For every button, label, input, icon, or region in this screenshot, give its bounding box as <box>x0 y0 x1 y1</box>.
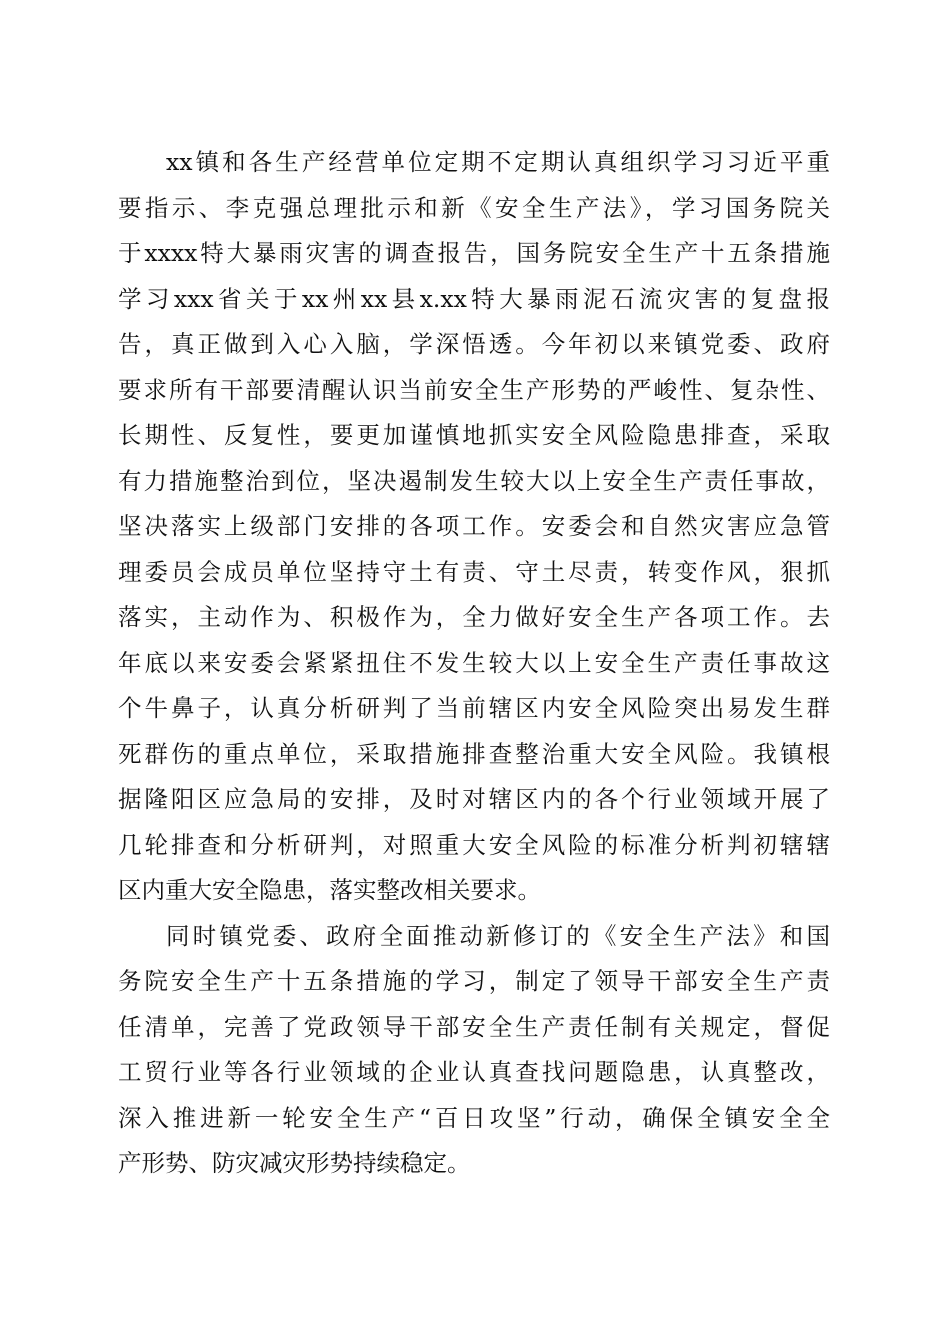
text-line: 务院安全生产十五条措施的学习，制定了领导干部安全生产责 <box>118 967 830 995</box>
text-line: 工贸行业等各行业领域的企业认真查找问题隐患，认真整改， <box>118 1058 830 1086</box>
text-line: 坚决落实上级部门安排的各项工作。安委会和自然灾害应急管 <box>118 512 830 540</box>
text-line: 于xxxx特大暴雨灾害的调查报告，国务院安全生产十五条措施 <box>118 239 830 267</box>
text-line: 个牛鼻子，认真分析研判了当前辖区内安全风险突出易发生群 <box>118 694 830 722</box>
text-line: 区内重大安全隐患，落实整改相关要求。 <box>118 876 541 904</box>
paragraph-2 <box>118 914 830 1187</box>
text-line: 有力措施整治到位，坚决遏制发生较大以上安全生产责任事故， <box>118 466 830 495</box>
text-line: 据隆阳区应急局的安排，及时对辖区内的各个行业领域开展了 <box>118 785 830 813</box>
text-line: 产形势、防灾减灾形势持续稳定。 <box>118 1149 471 1177</box>
text-line: 长期性、反复性，要更加谨慎地抓实安全风险隐患排查，采取 <box>118 421 830 449</box>
text-line: 学习xxx省关于xx州xx县x.xx特大暴雨泥石流灾害的复盘报 <box>118 284 830 313</box>
document-body <box>118 140 830 1187</box>
text-line: 告，真正做到入心入脑，学深悟透。今年初以来镇党委、政府 <box>118 330 830 358</box>
text-line: 深入推进新一轮安全生产“百日攻坚”行动，确保全镇安全全 <box>118 1103 830 1132</box>
text-line: 理委员会成员单位坚持守土有责、守土尽责，转变作风，狠抓 <box>118 557 830 586</box>
text-line: 要求所有干部要清醒认识当前安全生产形势的严峻性、复杂性、 <box>118 375 830 404</box>
text-line: 同时镇党委、政府全面推动新修订的《安全生产法》和国 <box>166 921 830 950</box>
paragraph-1 <box>118 140 830 914</box>
text-line: 几轮排查和分析研判，对照重大安全风险的标准分析判初辖辖 <box>118 830 830 859</box>
text-line: 要指示、李克强总理批示和新《安全生产法》，学习国务院关 <box>118 193 830 222</box>
text-line: 年底以来安委会紧紧扭住不发生较大以上安全生产责任事故这 <box>118 648 830 677</box>
text-line: 落实，主动作为、积极作为，全力做好安全生产各项工作。去 <box>118 603 830 631</box>
text-line: 任清单，完善了党政领导干部安全生产责任制有关规定，督促 <box>118 1012 830 1041</box>
text-line: 死群伤的重点单位，采取措施排查整治重大安全风险。我镇根 <box>118 739 830 768</box>
text-line: xx镇和各生产经营单位定期不定期认真组织学习习近平重 <box>166 148 830 176</box>
